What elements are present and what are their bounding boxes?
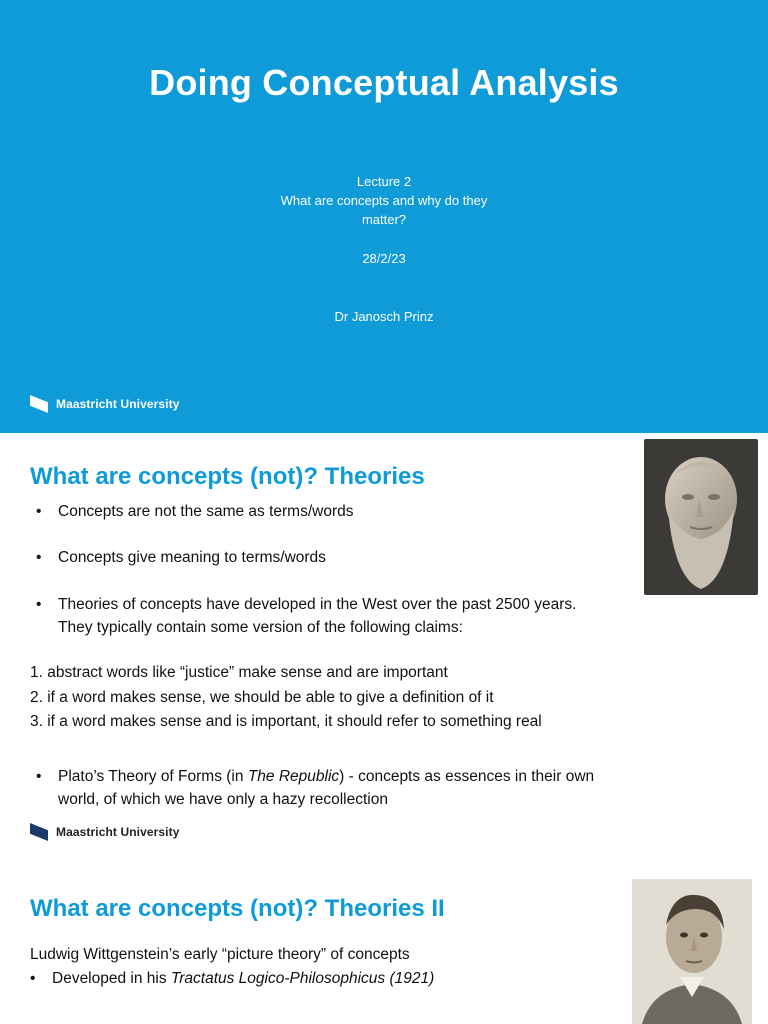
- theories-slide: [0, 433, 768, 873]
- bullet-text-continued: They typically contain some version of the following claims:: [58, 619, 463, 636]
- author: Dr Janosch Prinz: [334, 309, 434, 324]
- lecture-subtitle-line1: What are concepts and why do they: [280, 193, 488, 208]
- title-slide: [0, 0, 768, 433]
- university-logo: [30, 823, 179, 841]
- lecture-subtitle-line2: matter?: [361, 212, 407, 227]
- slide-title: Doing Conceptual Analysis: [149, 62, 619, 103]
- plato-text-pre: Plato’s Theory of Forms (in: [58, 768, 248, 785]
- bullet-text: Concepts give meaning to terms/words: [58, 549, 326, 566]
- bullet-plato: [36, 765, 698, 811]
- bullet-glyph: •: [36, 596, 42, 613]
- wittgenstein-photo: [632, 879, 752, 1024]
- lecture-number: Lecture 2: [356, 174, 412, 189]
- bullet-2: [36, 546, 678, 569]
- tractatus-title: Tractatus Logico-Philosophicus (1921): [170, 970, 435, 987]
- bullet-glyph: •: [36, 768, 42, 785]
- bullet-glyph: •: [36, 503, 42, 520]
- maastricht-logo-icon: [30, 395, 48, 413]
- logo-text: Maastricht University: [56, 397, 180, 411]
- plato-book-title: The Republic: [247, 768, 340, 785]
- slide-heading: What are concepts (not)? Theories II: [30, 895, 445, 922]
- university-logo: [30, 395, 179, 413]
- plato-text-line2: world, of which we have only a hazy recollection: [58, 791, 388, 808]
- plato-text-post: ) - concepts as essences in their own: [339, 768, 595, 785]
- maastricht-logo-icon: [30, 823, 48, 841]
- bullet-glyph: •: [30, 970, 36, 987]
- numbered-claim-3: 3. if a word makes sense and is important, it should refer to something real: [30, 713, 542, 730]
- logo-text: Maastricht University: [56, 825, 180, 839]
- bullet-1: [36, 500, 678, 523]
- tractatus-text-pre: Developed in his: [52, 970, 171, 987]
- bullet-3: [36, 593, 678, 639]
- numbered-claim-1: 1. abstract words like “justice” make sense and are important: [30, 664, 448, 681]
- bullet-tractatus: [30, 967, 672, 990]
- lecture-date: 28/2/23: [362, 251, 406, 266]
- bullet-glyph: •: [36, 549, 42, 566]
- bullet-text: Concepts are not the same as terms/words: [58, 503, 354, 520]
- numbered-claim-2: 2. if a word makes sense, we should be able to give a definition of it: [30, 689, 494, 706]
- bullet-text: Theories of concepts have developed in the West over the past 2500 years.: [58, 596, 577, 613]
- theories-ii-slide: [0, 873, 768, 1024]
- slide-heading: What are concepts (not)? Theories: [30, 463, 425, 490]
- intro-text: Ludwig Wittgenstein’s early “picture theory” of concepts: [30, 946, 410, 963]
